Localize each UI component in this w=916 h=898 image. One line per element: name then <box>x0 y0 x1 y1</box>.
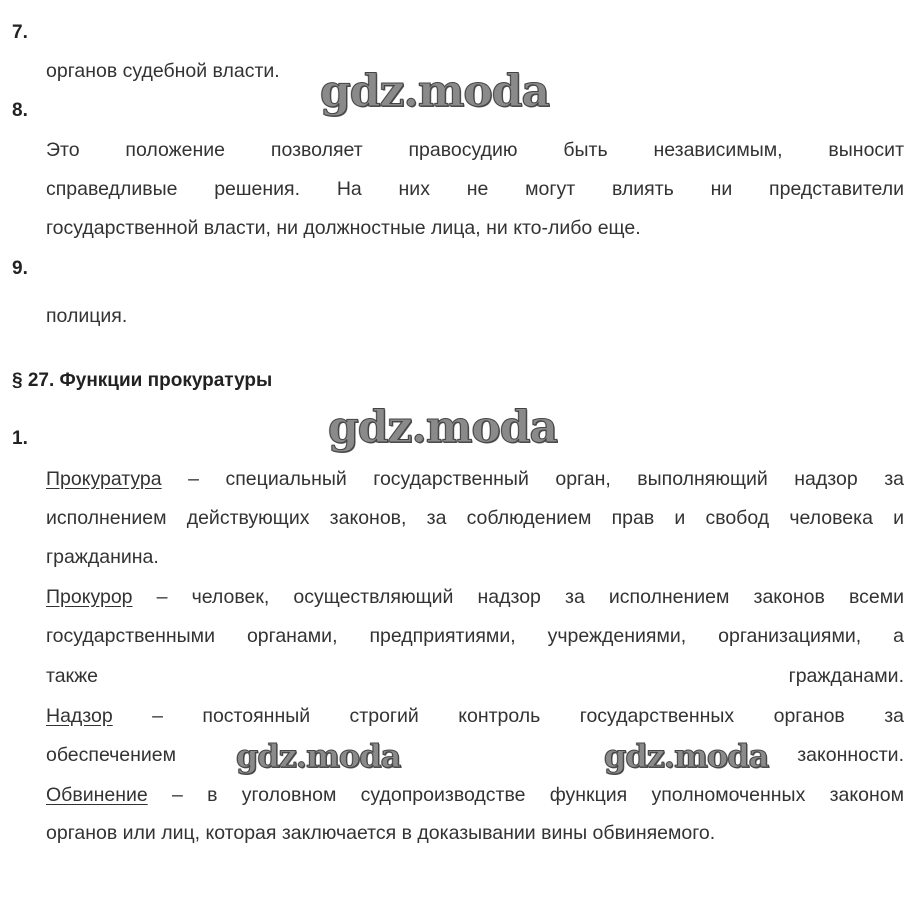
definition-prosecutor-text: – человек, осуществляющий надзор за исполнением законов всеми <box>132 586 904 608</box>
answer-9: полиция. <box>46 305 128 327</box>
watermark-logo-2 <box>328 404 557 452</box>
watermark-dot-icon: . <box>663 737 675 775</box>
term-supervision: Надзор <box>46 705 113 727</box>
watermark-logo-3-b: moda <box>306 737 401 775</box>
definition-supervision-line-1 <box>46 697 904 736</box>
definition-accusation-line-2: органов или лиц, которая заключается в доказывании вины обвиняемого. <box>46 822 716 844</box>
watermark-logo-3-a: gdz <box>236 737 296 775</box>
answer-8-line-2: справедливые решения. На них не могут влиять ни представители <box>46 178 904 200</box>
section-question-number-1: 1. <box>12 428 28 449</box>
definition-prosecutor-line-3-left: также <box>46 665 98 687</box>
definition-prosecutor-line-1 <box>46 578 904 617</box>
definition-prosecution-line-1 <box>46 460 904 499</box>
definition-prosecution-line-2: исполнением действующих законов, за соблюдением прав и свобод человека и <box>46 507 904 529</box>
watermark-logo-4-b: moda <box>674 737 769 775</box>
watermark-logo-1-b: moda <box>417 66 550 117</box>
definition-prosecutor-line-3-right: гражданами. <box>788 665 904 687</box>
watermark-logo-3 <box>236 738 400 774</box>
term-prosecution: Прокуратура <box>46 468 162 490</box>
watermark-logo-4-a: gdz <box>604 737 664 775</box>
definition-prosecution-text: – специальный государственный орган, выполняющий надзор за <box>161 468 904 490</box>
watermark-logo-1-a: gdz <box>320 66 404 117</box>
watermark-dot-icon: . <box>403 66 418 117</box>
answer-7: органов судебной власти. <box>46 60 280 82</box>
definition-accusation-line-1 <box>46 776 904 815</box>
definition-prosecutor-line-2: государственными органами, предприятиями, учреждениями, организациями, а <box>46 625 904 647</box>
definition-supervision-line-2-left: обеспечением <box>46 744 177 766</box>
definition-accusation-text: – в уголовном судопроизводстве функция уполномоченных законом <box>147 784 904 806</box>
term-accusation: Обвинение <box>46 784 148 806</box>
watermark-dot-icon: . <box>295 737 307 775</box>
term-prosecutor: Прокурор <box>46 586 133 608</box>
question-number-8: 8. <box>12 100 28 121</box>
answer-8-line-3: государственной власти, ни должностные лица, ни кто-либо еще. <box>46 217 641 239</box>
answer-8-line-1: Это положение позволяет правосудию быть независимым, выносит <box>46 139 904 161</box>
watermark-dot-icon: . <box>411 402 426 453</box>
section-title: § 27. Функции прокуратуры <box>12 370 273 391</box>
watermark-logo-4 <box>604 738 768 774</box>
watermark-logo-1 <box>320 68 549 116</box>
definition-supervision-text: – постоянный строгий контроль государственных органов за <box>112 705 904 727</box>
question-number-9: 9. <box>12 258 28 279</box>
question-number-7: 7. <box>12 22 28 43</box>
definition-supervision-line-2-right: законности. <box>797 744 904 766</box>
definition-prosecution-line-3: гражданина. <box>46 546 159 568</box>
watermark-logo-2-b: moda <box>425 402 558 453</box>
watermark-logo-2-a: gdz <box>328 402 412 453</box>
